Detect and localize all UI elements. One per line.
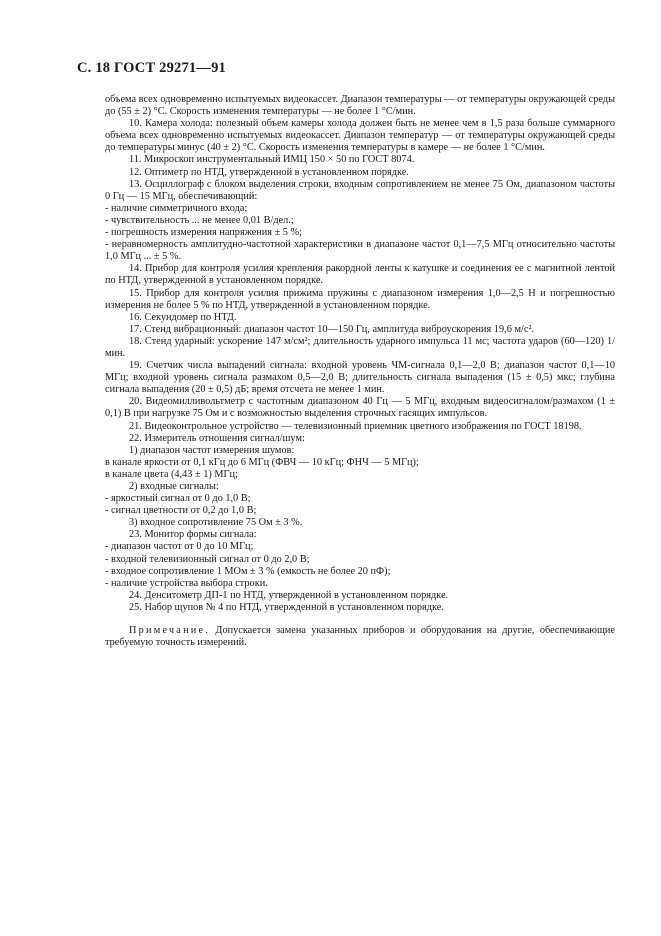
list-item: - погрешность измерения напряжения ± 5 %; [105, 227, 302, 239]
list-item: - наличие симметричного входа; [105, 202, 248, 214]
paragraph-item-19: 19. Счетчик числа выпадений сигнала: входной уровень ЧМ-сигнала 0,1—2,0 В; диапазон частот 0,1—10 МГц; входной уровень сигнала размахом 0,5—2,0 В; длительность сигнала выпадения (15 ± 0,5) мкс; глубина сигнала выпадения (20 ± 0,5) дБ; время отсчета не менее 1 мин. [105, 360, 615, 396]
list-item: - входной телевизионный сигнал от 0 до 2,0 В; [105, 553, 310, 565]
note-label: Примечание. [129, 625, 211, 637]
note-paragraph [105, 625, 615, 649]
document-body [105, 94, 615, 649]
paragraph-item-11: 11. Микроскоп инструментальный ИМЦ 150 × 50 по ГОСТ 8074. [129, 154, 415, 166]
paragraph-item-17: 17. Стенд вибрационный: диапазон частот 10—150 Гц, амплитуда виброускорения 19,6 м/с². [129, 323, 535, 335]
sub-item: 3) входное сопротивление 75 Ом ± 3 %. [129, 517, 303, 529]
paragraph-continuation: объема всех одновременно испытуемых видеокассет. Диапазон температуры — от температуры окружающей среды до (55 ± 2) °С. Скорость изменения температуры — не более 1 °С/мин. [105, 94, 615, 118]
list-item: - чувствительность ... не менее 0,01 В/дел.; [105, 214, 294, 226]
paragraph-item-23: 23. Монитор формы сигнала: [129, 529, 257, 541]
paragraph-item-14: 14. Прибор для контроля усилия крепления ракордной ленты к катушке и соединения ее с магнитной лентой по НТД, утвержденной в установленном порядке. [105, 263, 615, 287]
paragraph-item-20: 20. Видеомилливольтметр с частотным диапазоном 40 Гц — 5 МГц, входным видеосигналом/размахом (1 ± 0,1) В при нагрузке 75 Ом и с возможностью выделения строчных гасящих импульсов. [105, 396, 615, 420]
sub-item: 1) диапазон частот измерения шумов: [129, 444, 295, 456]
paragraph-item-12: 12. Оптиметр по НТД, утвержденной в установленном порядке. [129, 166, 409, 178]
list-item: - неравномерность амплитудно-частотной характеристики в диапазоне частот 0,1—7,5 МГц относительно частоты 1,0 МГц ... ± 5 %. [105, 239, 615, 263]
paragraph-item-21: 21. Видеоконтрольное устройство — телевизионный приемник цветного изображения по ГОСТ 18198. [129, 420, 582, 432]
paragraph-item-10: 10. Камера холода: полезный объем камеры холода должен быть не менее чем в 1,5 раза больше суммарного объема всех одновременно испытуемых видеокассет. Диапазон температур — от температуры окружающей среды до температуры минус (40 ± 2) °С. Скорость изменения температуры в камере — не более 1 °С/мин. [105, 118, 615, 154]
paragraph-item-25: 25. Набор щупов № 4 по НТД, утвержденной в установленном порядке. [129, 601, 444, 613]
list-item: - входное сопротивление 1 МОм ± 3 % (емкость не более 20 пФ); [105, 565, 391, 577]
list-item: - сигнал цветности от 0,2 до 1,0 В; [105, 505, 257, 517]
list-item: в канале цвета (4,43 ± 1) МГц; [105, 468, 238, 480]
paragraph-item-22: 22. Измеритель отношения сигнал/шум: [129, 432, 305, 444]
note-text: Допускается замена указанных приборов и оборудования на другие, обеспечивающие требуемую точность измерений. [105, 625, 615, 649]
list-item: в канале яркости от 0,1 кГц до 6 МГц (ФВЧ — 10 кГц; ФНЧ — 5 МГц); [105, 456, 419, 468]
list-item: - яркостный сигнал от 0 до 1,0 В; [105, 493, 251, 505]
paragraph-item-15: 15. Прибор для контроля усилия прижима пружины с диапазоном измерения 1,0—2,5 Н и погрешностью измерения не более 5 % по НТД, утвержденной в установленном порядке. [105, 287, 615, 311]
page-header: С. 18 ГОСТ 29271—91 [77, 60, 226, 76]
list-item: - диапазон частот от 0 до 10 МГц; [105, 541, 254, 553]
paragraph-item-24: 24. Денситометр ДП-1 по НТД, утвержденной в установленном порядке. [129, 589, 449, 601]
sub-item: 2) входные сигналы: [129, 481, 219, 492]
paragraph-item-18: 18. Стенд ударный: ускорение 147 м/см²; длительность ударного импульса 11 мс; частота ударов (60—120) 1/мин. [105, 335, 615, 359]
paragraph-item-16: 16. Секундомер по НТД. [129, 311, 237, 323]
list-item: - наличие устройства выбора строки. [105, 577, 268, 589]
paragraph-item-13: 13. Осциллограф с блоком выделения строки, входным сопротивлением не менее 75 Ом, диапазоном частоты 0 Гц — 15 МГц, обеспечивающий: [105, 178, 615, 202]
